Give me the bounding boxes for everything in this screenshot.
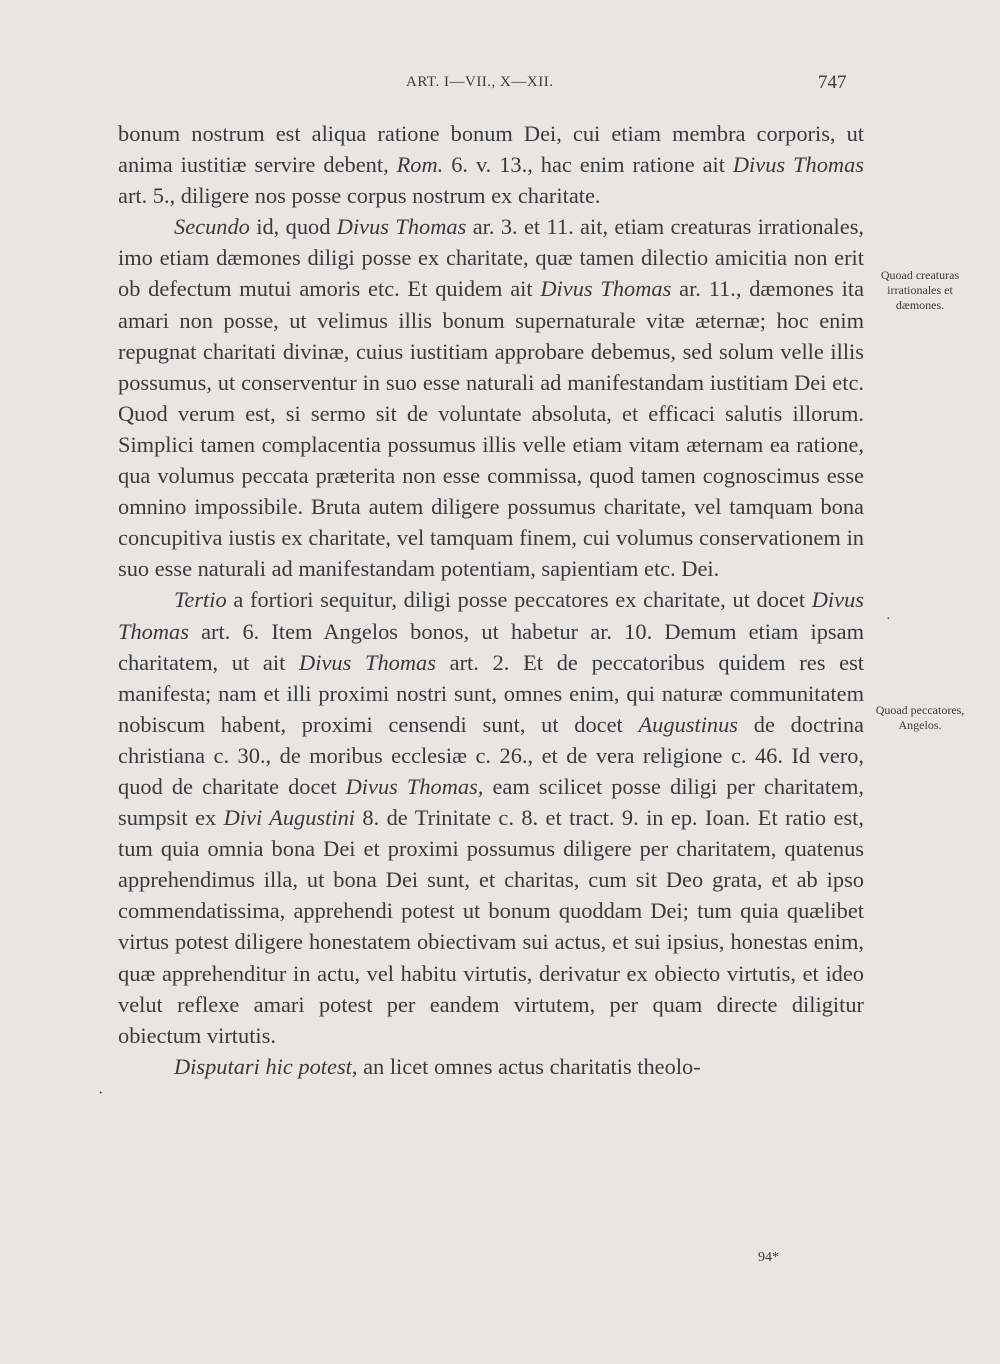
running-head: ART. I—VII., X—XII. (406, 74, 554, 90)
italic-text: Secundo (174, 214, 250, 240)
paragraph (118, 584, 864, 1050)
italic-text: Divus Thomas (732, 152, 864, 178)
text-run: de doctrina christiana c. 30., de moribus ecclesiæ c. 26., et de vera religione c. 46. Id vero, quod de charitate docet (118, 711, 864, 799)
text-run: bonum nostrum est aliqua ratione bonum Dei, cui etiam membra corporis, ut anima iustitiæ servire debent, (118, 121, 864, 178)
italic-text: Tertio (174, 587, 227, 613)
italic-text: Rom. (396, 152, 444, 178)
text-run: 8. de Trinitate c. 8. et tract. 9. in ep. Ioan. Et ratio est, tum quia omnia bona Dei et proximi possumus diligere per charitatem, quatenus apprehendimus illa, ut bona Dei sunt, et charitas, cum sit Deo grata, et ab ipso commendatissima, apprehendi potest ut bonum quoddam Dei; tum quia quælibet virtus potest diligere honestatem obiectivam sui actus, et sui ipsius, honestas enim, quæ apprehenditur in actu, vel habitu virtutis, derivatur ex obiecto virtutis, et ideo velut reflexe amari potest per eandem virtutem, per quam directe diligitur obiectum virtutis. (118, 805, 864, 1048)
italic-text: Augustinus (638, 711, 739, 737)
margin-note-sinners: Quoad peccatores, Angelos. (875, 703, 965, 732)
text-run: art. 2. Et de peccatoribus quidem res est manifesta; nam et illi proximi nostri sunt, omnes enim, qui naturæ communitatem nobiscum habent, proximi censendi sunt, ut docet (118, 649, 865, 737)
italic-text: Divus Thomas, (345, 773, 484, 799)
stray-mark: · (98, 1085, 104, 1102)
page-number: 747 (818, 72, 847, 93)
italic-text: Divus Thomas (118, 587, 864, 644)
text-run: eam scilicet posse diligi per charitatem, sumpsit ex (118, 773, 865, 831)
italic-text: Divus Thomas (336, 214, 467, 240)
text-run: a fortiori sequitur, diligi posse peccatores ex charitate, ut docet (226, 587, 812, 613)
text-run: an licet omnes actus charitatis theolo- (357, 1053, 701, 1079)
text-run: ar. 11., dæmones ita amari non posse, ut velimus illis bonum supernaturale vitæ æternæ; hoc enim repugnat charitati divinæ, cuius iustitiam approbare debemus, sed solum velle illis possumus, ut conserventur in suo esse naturali ad manifestandam iustitiam Dei etc. Quod verum est, si sermo sit de voluntate absoluta, et efficaci salutis illorum. Simplici tamen complacentia possumus illis velle etiam vitam æternam ea ratione, qua volumus peccata præterita non esse commissa, quod tamen cognoscimus esse omnino impossibile. Bruta autem diligere possumus charitate, vel tamquam bona concupitiva iustis ex charitate, vel tamquam finem, cui volumus conservationem in suo esse naturali ad manifestandam potentiam, sapientiam etc. Dei. (118, 276, 865, 582)
paragraph (118, 1051, 864, 1082)
paragraph (118, 118, 864, 211)
signature-mark: 94* (758, 1250, 779, 1265)
italic-text: Divi Augustini (223, 805, 355, 831)
text-run: 6. v. 13., hac enim ratione ait (443, 152, 733, 178)
text-run: ar. 3. et 11. ait, etiam creaturas irrationales, imo etiam dæmones diligi posse ex charitate, quæ tamen dilectio amicitia non erit ob defectum mutui amoris etc. Et quidem ait (118, 214, 865, 302)
text-run: art. 5., diligere nos posse corpus nostrum ex charitate. (118, 183, 601, 209)
paragraph (118, 211, 864, 584)
margin-note-creatures: Quoad creaturas irrationales et dæmones. (880, 268, 960, 312)
italic-text: Divus Thomas (299, 649, 436, 675)
main-text (118, 118, 864, 1082)
text-run: art. 6. Item Angelos bonos, ut habetur ar. 10. Demum etiam ipsam charitatem, ut ait (118, 618, 864, 675)
text-run: id, quod (249, 214, 337, 240)
italic-text: Disputari hic potest, (174, 1053, 358, 1079)
italic-text: Divus Thomas (540, 276, 672, 302)
stray-mark: · (886, 612, 891, 627)
